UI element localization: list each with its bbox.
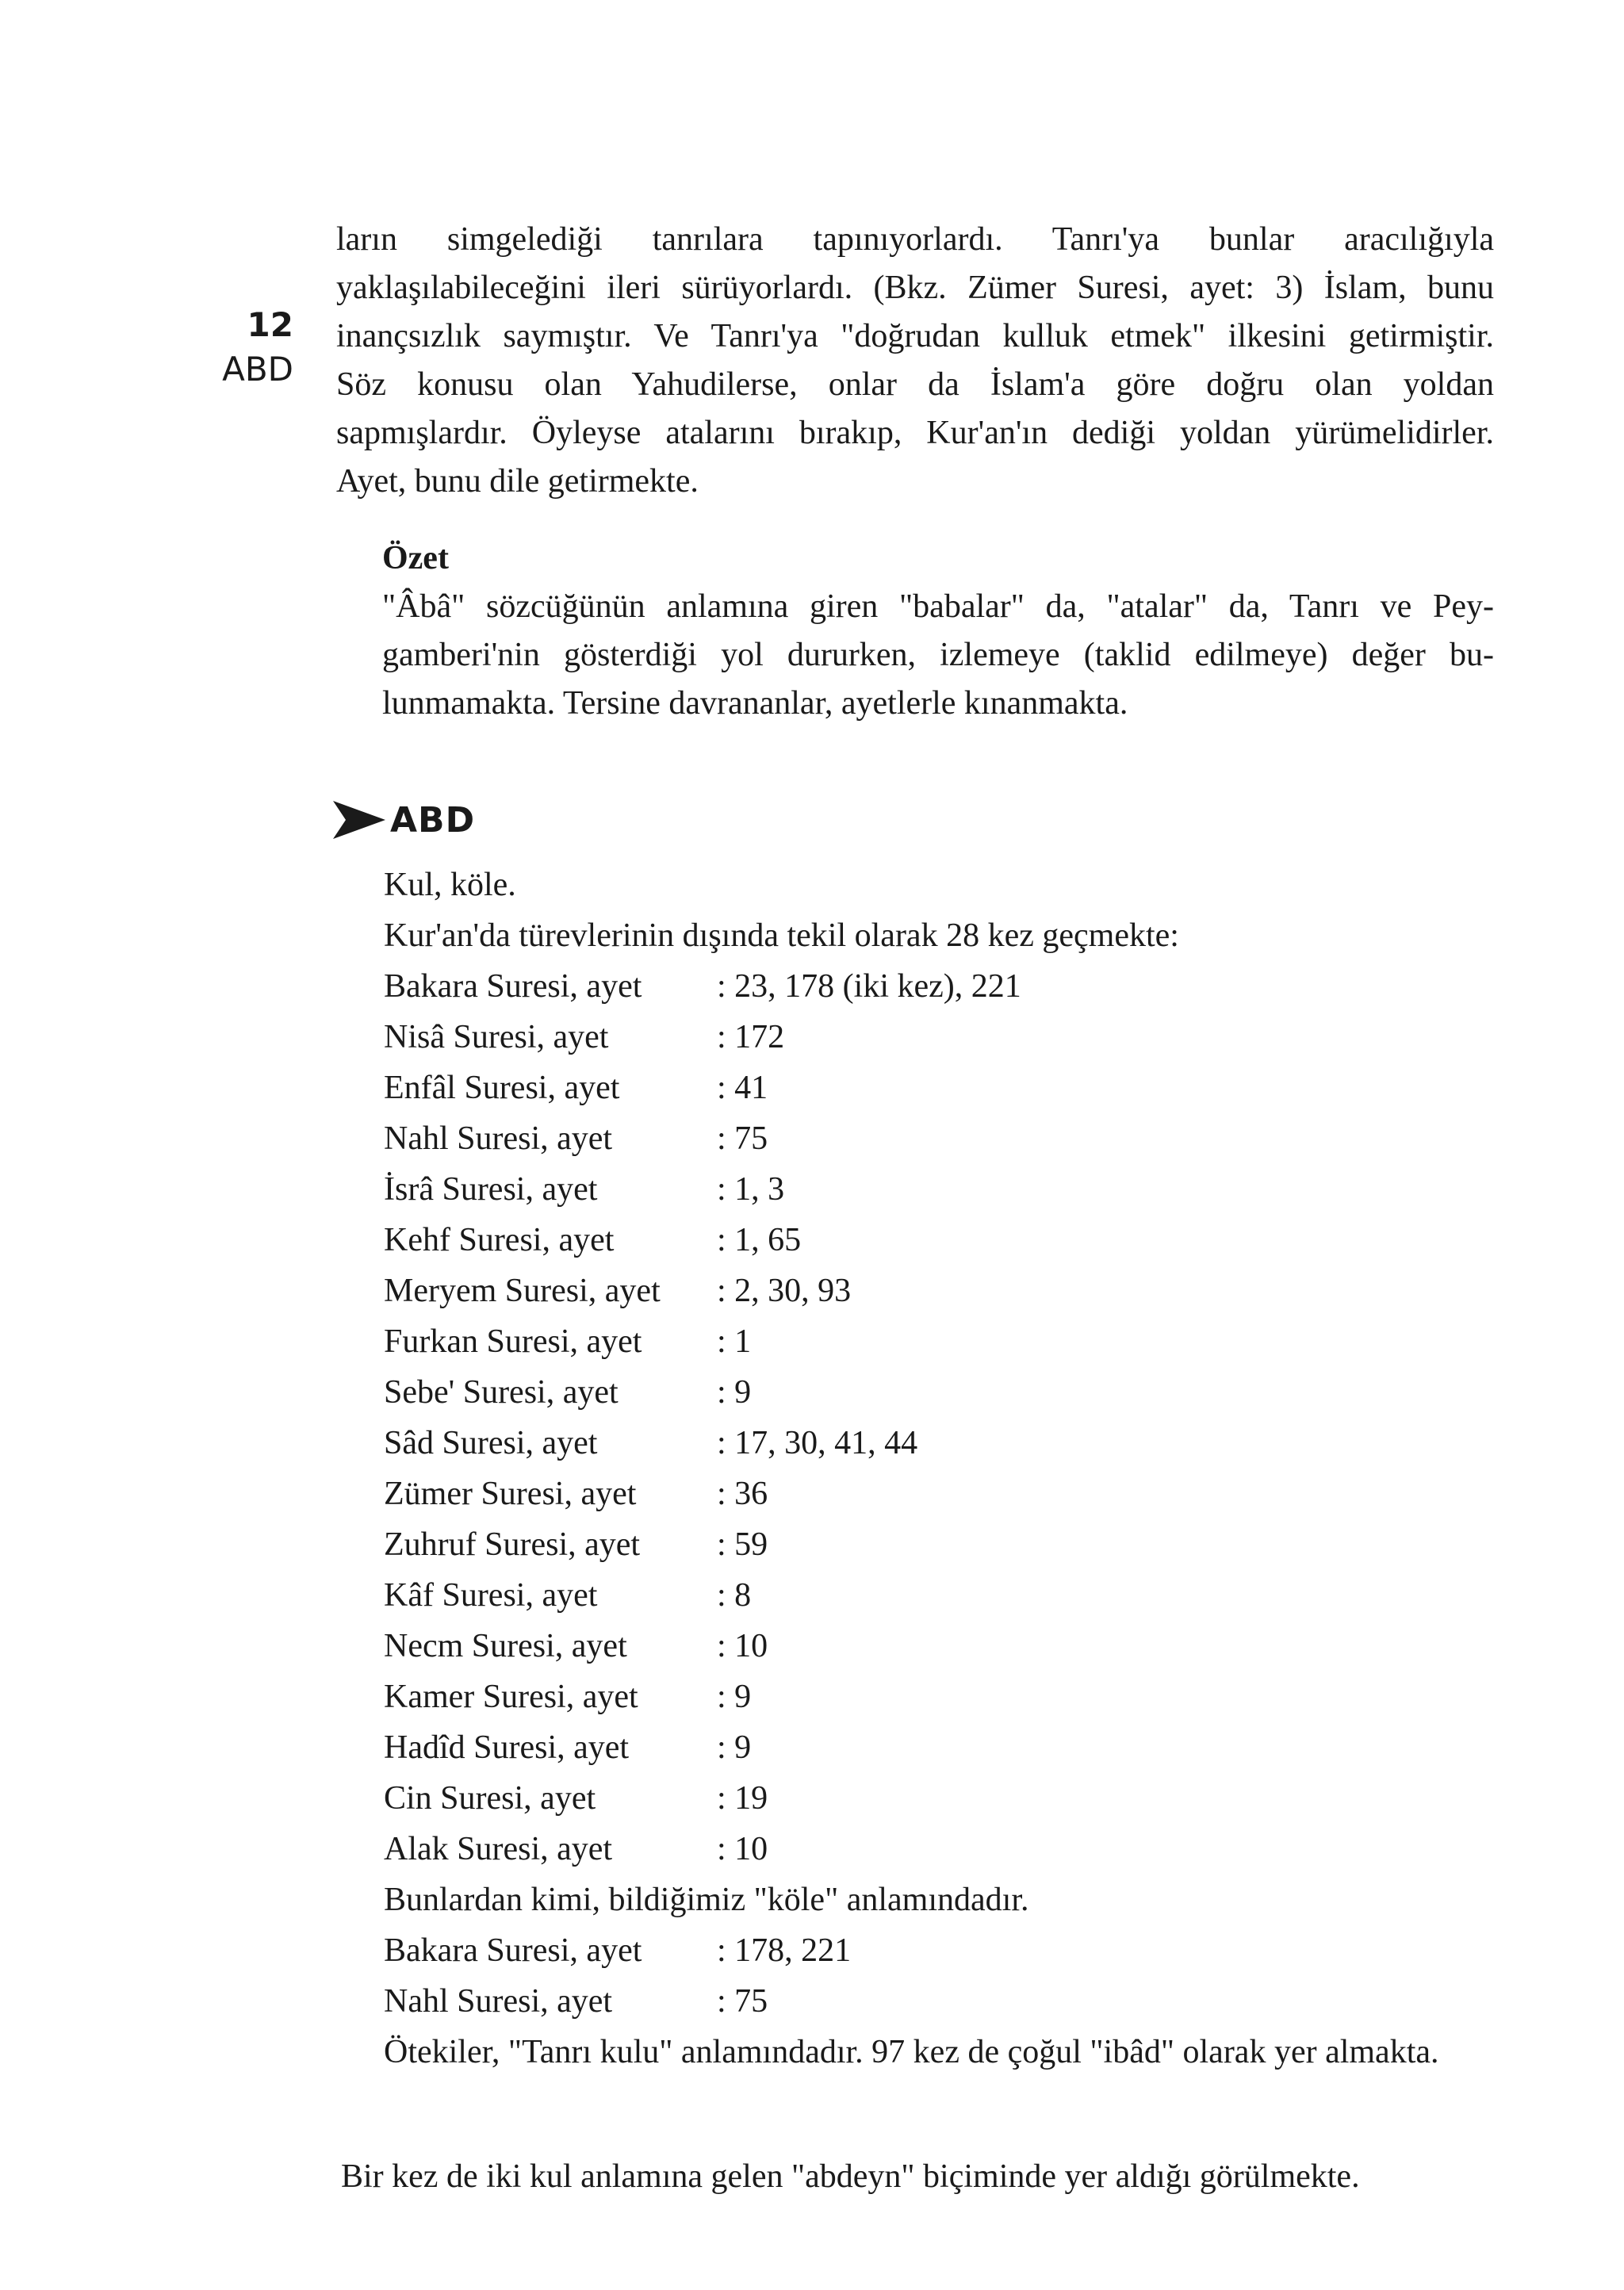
sura-name: Sebe' Suresi, ayet	[384, 1374, 619, 1411]
verse-numbers: : 10	[717, 1628, 768, 1664]
verse-numbers: : 1, 3	[717, 1171, 785, 1208]
entry-meaning: Kul, köle.	[384, 867, 516, 903]
verse-numbers: : 41	[717, 1070, 768, 1106]
sura-name: Alak Suresi, ayet	[384, 1831, 613, 1867]
verse-numbers: : 59	[717, 1526, 768, 1563]
sura-name: Sâd Suresi, ayet	[384, 1425, 598, 1461]
occurrence-row	[384, 1063, 1510, 1113]
occurrence-row	[384, 1012, 1510, 1063]
occurrence-row	[384, 1621, 1510, 1672]
arrowhead-icon	[331, 799, 387, 841]
verse-numbers: : 23, 178 (iki kez), 221	[717, 968, 1021, 1005]
sura-name: Kamer Suresi, ayet	[384, 1679, 638, 1715]
verse-numbers: : 178, 221	[717, 1932, 852, 1969]
text-line: sapmışlardır. Öyleyse atalarını bırakıp, Kur'an'ın dediği yoldan yürümelidirler.	[336, 415, 1494, 451]
occurrence-row	[384, 1722, 1510, 1773]
sura-name: Enfâl Suresi, ayet	[384, 1070, 620, 1106]
verse-numbers: : 36	[717, 1476, 768, 1512]
occurrence-row	[384, 1367, 1510, 1418]
top-paragraph	[336, 216, 1494, 506]
verse-numbers: : 1, 65	[717, 1222, 802, 1258]
occurrence-row	[384, 1164, 1510, 1215]
sura-name: Zümer Suresi, ayet	[384, 1476, 637, 1512]
occurrence-row	[384, 1316, 1510, 1367]
verse-numbers: : 9	[717, 1374, 752, 1411]
occurrence-row	[384, 1519, 1510, 1570]
verse-numbers: : 9	[717, 1679, 752, 1715]
occurrence-row	[384, 1570, 1510, 1621]
occurrence-row	[384, 1418, 1510, 1469]
sura-name: Hadîd Suresi, ayet	[384, 1729, 630, 1766]
verse-numbers: : 19	[717, 1780, 768, 1817]
sura-name: Nahl Suresi, ayet	[384, 1983, 613, 2020]
sura-name: Kâf Suresi, ayet	[384, 1577, 598, 1614]
sura-name: Nisâ Suresi, ayet	[384, 1019, 609, 1055]
running-header: ABD	[222, 350, 293, 389]
slave-note: Bunlardan kimi, bildiğimiz "köle" anlamındadır.	[384, 1882, 1029, 1918]
text-line: Ayet, bunu dile getirmekte.	[336, 463, 699, 500]
occurrence-row	[384, 1824, 1510, 1875]
verse-numbers: : 75	[717, 1120, 768, 1157]
slave-occurrence-row	[384, 1925, 1510, 1976]
page-number: 12	[247, 305, 293, 344]
occurrence-row	[384, 1215, 1510, 1266]
entry-title: ABD	[390, 799, 476, 841]
margin-header	[198, 303, 293, 392]
text-line: Söz konusu olan Yahudilerse, onlar da İslam'a göre doğru olan yoldan	[336, 366, 1494, 403]
verse-numbers: : 17, 30, 41, 44	[717, 1425, 918, 1461]
summary-line: "Âbâ" sözcüğünün anlamına giren "babalar" da, "atalar" da, Tanrı ve Pey-	[382, 588, 1494, 625]
verse-numbers: : 2, 30, 93	[717, 1273, 852, 1309]
text-line: inançsızlık saymıştır. Ve Tanrı'ya "doğrudan kulluk etmek" ilkesini getirmiştir.	[336, 318, 1494, 354]
summary-line: lunmamakta. Tersine davrananlar, ayetlerle kınanmakta.	[382, 685, 1128, 722]
sura-name: Meryem Suresi, ayet	[384, 1273, 661, 1309]
sura-name: Furkan Suresi, ayet	[384, 1323, 642, 1360]
sura-name: Nahl Suresi, ayet	[384, 1120, 613, 1157]
text-line: ların simgelediği tanrılara tapınıyorlardı. Tanrı'ya bunlar aracılığıyla	[336, 221, 1494, 258]
entry-heading	[331, 799, 475, 841]
summary-line: gamberi'nin gösterdiği yol dururken, izlemeye (taklid edilmeye) değer bu-	[382, 637, 1494, 673]
sura-name: Bakara Suresi, ayet	[384, 1932, 642, 1969]
closing-line: Ötekiler, "Tanrı kulu" anlamındadır. 97 kez de çoğul "ibâd" olarak yer almakta.	[384, 2034, 1439, 2070]
occurrence-row	[384, 1469, 1510, 1519]
sura-name: Bakara Suresi, ayet	[384, 968, 642, 1005]
sura-name: İsrâ Suresi, ayet	[384, 1171, 598, 1208]
sura-name: Kehf Suresi, ayet	[384, 1222, 615, 1258]
verse-numbers: : 8	[717, 1577, 752, 1614]
sura-name: Necm Suresi, ayet	[384, 1628, 627, 1664]
sura-name: Zuhruf Suresi, ayet	[384, 1526, 641, 1563]
entry-body	[384, 860, 1510, 2077]
verse-numbers: : 9	[717, 1729, 752, 1766]
verse-numbers: : 75	[717, 1983, 768, 2020]
occurrence-row	[384, 1113, 1510, 1164]
summary-heading: Özet	[382, 540, 449, 576]
occurrence-row	[384, 1672, 1510, 1722]
verse-numbers: : 1	[717, 1323, 752, 1360]
occurrence-row	[384, 1773, 1510, 1824]
occurrence-row	[384, 961, 1510, 1012]
summary-section	[382, 534, 1494, 728]
occurrence-row	[384, 1266, 1510, 1316]
verse-numbers: : 172	[717, 1019, 785, 1055]
sura-name: Cin Suresi, ayet	[384, 1780, 596, 1817]
text-line: yaklaşılabileceğini ileri sürüyorlardı. (Bkz. Zümer Suresi, ayet: 3) İslam, bunu	[336, 270, 1494, 306]
verse-numbers: : 10	[717, 1831, 768, 1867]
slave-occurrence-row	[384, 1976, 1510, 2027]
entry-intro: Kur'an'da türevlerinin dışında tekil olarak 28 kez geçmekte:	[384, 917, 1179, 954]
closing-line: Bir kez de iki kul anlamına gelen "abdeyn" biçiminde yer aldığı görülmekte.	[341, 2158, 1360, 2195]
